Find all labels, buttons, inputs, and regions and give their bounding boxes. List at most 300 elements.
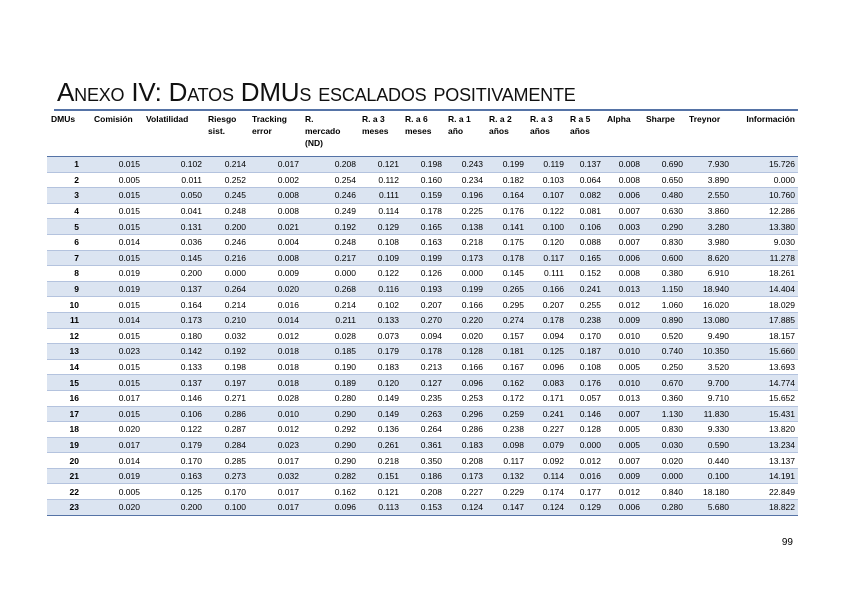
cell-riesgo-sist: 0.000: [205, 266, 249, 282]
cell-r-2-anos: 0.162: [486, 375, 527, 391]
cell-r-1-ano: 0.220: [445, 312, 486, 328]
cell-sharpe: 0.290: [643, 219, 686, 235]
table-row: [47, 297, 798, 313]
cell-r-1-ano: 0.253: [445, 390, 486, 406]
column-header-riesgo-sist: Riesgo sist.: [205, 110, 249, 157]
cell-r-5-anos: 0.152: [567, 266, 604, 282]
cell-riesgo-sist: 0.192: [205, 344, 249, 360]
table-row: [47, 375, 798, 391]
cell-r-2-anos: 0.172: [486, 390, 527, 406]
cell-comision: 0.015: [91, 157, 143, 173]
cell-riesgo-sist: 0.032: [205, 328, 249, 344]
cell-tracking-error: 0.009: [249, 266, 302, 282]
cell-r-6-meses: 0.263: [402, 406, 445, 422]
table-row: [47, 359, 798, 375]
cell-riesgo-sist: 0.214: [205, 157, 249, 173]
cell-r-3-anos: 0.107: [527, 188, 567, 204]
cell-volatilidad: 0.180: [143, 328, 205, 344]
cell-r-1-ano: 0.138: [445, 219, 486, 235]
table-row: [47, 157, 798, 173]
cell-r-3-anos: 0.178: [527, 312, 567, 328]
cell-comision: 0.015: [91, 328, 143, 344]
cell-sharpe: 0.650: [643, 172, 686, 188]
cell-comision: 0.015: [91, 375, 143, 391]
cell-informacion: 13.234: [732, 437, 798, 453]
cell-r-3-meses: 0.113: [359, 500, 402, 516]
cell-r-1-ano: 0.225: [445, 203, 486, 219]
cell-r-3-meses: 0.218: [359, 453, 402, 469]
cell-dmu: 8: [47, 266, 91, 282]
cell-r-3-anos: 0.096: [527, 359, 567, 375]
cell-r-6-meses: 0.178: [402, 203, 445, 219]
cell-r-mercado: 0.211: [302, 312, 359, 328]
cell-sharpe: 0.690: [643, 157, 686, 173]
cell-tracking-error: 0.014: [249, 312, 302, 328]
cell-dmu: 16: [47, 390, 91, 406]
cell-r-2-anos: 0.178: [486, 250, 527, 266]
cell-r-5-anos: 0.187: [567, 344, 604, 360]
column-header-dmus: DMUs: [47, 110, 91, 157]
cell-treynor: 18.180: [686, 484, 732, 500]
cell-r-1-ano: 0.173: [445, 468, 486, 484]
cell-dmu: 4: [47, 203, 91, 219]
cell-sharpe: 0.600: [643, 250, 686, 266]
cell-r-5-anos: 0.106: [567, 219, 604, 235]
cell-sharpe: 0.000: [643, 468, 686, 484]
cell-tracking-error: 0.017: [249, 484, 302, 500]
cell-dmu: 2: [47, 172, 91, 188]
cell-r-6-meses: 0.207: [402, 297, 445, 313]
cell-r-5-anos: 0.057: [567, 390, 604, 406]
cell-comision: 0.019: [91, 468, 143, 484]
column-header-volatilidad: Volatilidad: [143, 110, 205, 157]
table-row: [47, 188, 798, 204]
cell-informacion: 14.191: [732, 468, 798, 484]
cell-r-3-anos: 0.171: [527, 390, 567, 406]
cell-r-5-anos: 0.081: [567, 203, 604, 219]
cell-tracking-error: 0.028: [249, 390, 302, 406]
cell-r-3-anos: 0.125: [527, 344, 567, 360]
cell-r-2-anos: 0.259: [486, 406, 527, 422]
cell-r-mercado: 0.254: [302, 172, 359, 188]
cell-r-2-anos: 0.181: [486, 344, 527, 360]
cell-informacion: 13.693: [732, 359, 798, 375]
cell-r-mercado: 0.246: [302, 188, 359, 204]
cell-comision: 0.005: [91, 484, 143, 500]
cell-informacion: 13.380: [732, 219, 798, 235]
cell-comision: 0.015: [91, 359, 143, 375]
cell-dmu: 18: [47, 422, 91, 438]
cell-informacion: 18.157: [732, 328, 798, 344]
cell-alpha: 0.012: [604, 484, 643, 500]
cell-r-6-meses: 0.270: [402, 312, 445, 328]
cell-r-3-meses: 0.116: [359, 281, 402, 297]
cell-comision: 0.014: [91, 453, 143, 469]
cell-sharpe: 1.130: [643, 406, 686, 422]
cell-treynor: 8.620: [686, 250, 732, 266]
cell-r-1-ano: 0.124: [445, 500, 486, 516]
table-row: [47, 484, 798, 500]
cell-r-3-meses: 0.121: [359, 484, 402, 500]
cell-tracking-error: 0.008: [249, 250, 302, 266]
table-body: [47, 157, 798, 516]
cell-r-mercado: 0.282: [302, 468, 359, 484]
table-row: [47, 406, 798, 422]
cell-volatilidad: 0.122: [143, 422, 205, 438]
cell-r-6-meses: 0.153: [402, 500, 445, 516]
cell-dmu: 7: [47, 250, 91, 266]
cell-treynor: 9.330: [686, 422, 732, 438]
cell-comision: 0.019: [91, 266, 143, 282]
cell-sharpe: 0.630: [643, 203, 686, 219]
cell-volatilidad: 0.179: [143, 437, 205, 453]
cell-sharpe: 0.360: [643, 390, 686, 406]
cell-alpha: 0.013: [604, 390, 643, 406]
cell-r-2-anos: 0.175: [486, 234, 527, 250]
cell-sharpe: 0.840: [643, 484, 686, 500]
cell-sharpe: 0.280: [643, 500, 686, 516]
cell-r-mercado: 0.249: [302, 203, 359, 219]
cell-r-6-meses: 0.199: [402, 250, 445, 266]
cell-riesgo-sist: 0.100: [205, 500, 249, 516]
cell-r-3-anos: 0.114: [527, 468, 567, 484]
cell-comision: 0.015: [91, 219, 143, 235]
cell-volatilidad: 0.200: [143, 266, 205, 282]
cell-alpha: 0.010: [604, 344, 643, 360]
table-row: [47, 234, 798, 250]
cell-riesgo-sist: 0.252: [205, 172, 249, 188]
cell-r-mercado: 0.192: [302, 219, 359, 235]
cell-r-5-anos: 0.255: [567, 297, 604, 313]
cell-r-2-anos: 0.229: [486, 484, 527, 500]
cell-r-3-anos: 0.111: [527, 266, 567, 282]
cell-alpha: 0.007: [604, 453, 643, 469]
cell-r-1-ano: 0.196: [445, 188, 486, 204]
column-header-r-1-ano: R. a 1 año: [445, 110, 486, 157]
cell-r-3-meses: 0.133: [359, 312, 402, 328]
cell-r-2-anos: 0.132: [486, 468, 527, 484]
cell-r-6-meses: 0.127: [402, 375, 445, 391]
cell-riesgo-sist: 0.200: [205, 219, 249, 235]
cell-r-mercado: 0.185: [302, 344, 359, 360]
cell-dmu: 22: [47, 484, 91, 500]
cell-r-mercado: 0.280: [302, 390, 359, 406]
cell-r-3-anos: 0.174: [527, 484, 567, 500]
cell-volatilidad: 0.137: [143, 375, 205, 391]
cell-r-1-ano: 0.128: [445, 344, 486, 360]
cell-dmu: 23: [47, 500, 91, 516]
cell-dmu: 10: [47, 297, 91, 313]
cell-treynor: 7.930: [686, 157, 732, 173]
cell-r-mercado: 0.290: [302, 453, 359, 469]
cell-r-3-meses: 0.261: [359, 437, 402, 453]
cell-sharpe: 0.670: [643, 375, 686, 391]
cell-dmu: 15: [47, 375, 91, 391]
cell-r-6-meses: 0.159: [402, 188, 445, 204]
cell-r-2-anos: 0.164: [486, 188, 527, 204]
cell-informacion: 22.849: [732, 484, 798, 500]
cell-treynor: 2.550: [686, 188, 732, 204]
cell-comision: 0.014: [91, 312, 143, 328]
cell-treynor: 0.100: [686, 468, 732, 484]
cell-r-3-meses: 0.073: [359, 328, 402, 344]
cell-r-3-meses: 0.102: [359, 297, 402, 313]
cell-alpha: 0.006: [604, 188, 643, 204]
cell-alpha: 0.006: [604, 500, 643, 516]
cell-alpha: 0.007: [604, 203, 643, 219]
cell-r-6-meses: 0.126: [402, 266, 445, 282]
cell-r-6-meses: 0.264: [402, 422, 445, 438]
cell-r-3-anos: 0.124: [527, 500, 567, 516]
cell-comision: 0.020: [91, 500, 143, 516]
cell-volatilidad: 0.142: [143, 344, 205, 360]
cell-comision: 0.017: [91, 437, 143, 453]
cell-informacion: 18.822: [732, 500, 798, 516]
cell-dmu: 21: [47, 468, 91, 484]
table-row: [47, 468, 798, 484]
cell-r-3-meses: 0.136: [359, 422, 402, 438]
cell-volatilidad: 0.137: [143, 281, 205, 297]
cell-r-mercado: 0.162: [302, 484, 359, 500]
cell-tracking-error: 0.018: [249, 359, 302, 375]
cell-treynor: 13.080: [686, 312, 732, 328]
table-row: [47, 422, 798, 438]
cell-r-3-meses: 0.114: [359, 203, 402, 219]
cell-r-1-ano: 0.199: [445, 281, 486, 297]
cell-alpha: 0.009: [604, 312, 643, 328]
cell-r-5-anos: 0.000: [567, 437, 604, 453]
cell-r-3-anos: 0.120: [527, 234, 567, 250]
cell-comision: 0.005: [91, 172, 143, 188]
cell-sharpe: 0.830: [643, 234, 686, 250]
cell-r-6-meses: 0.178: [402, 344, 445, 360]
dmu-data-table: [47, 110, 798, 516]
cell-r-5-anos: 0.238: [567, 312, 604, 328]
cell-dmu: 17: [47, 406, 91, 422]
cell-r-5-anos: 0.129: [567, 500, 604, 516]
cell-comision: 0.020: [91, 422, 143, 438]
cell-riesgo-sist: 0.216: [205, 250, 249, 266]
cell-treynor: 11.830: [686, 406, 732, 422]
cell-tracking-error: 0.018: [249, 344, 302, 360]
cell-r-3-meses: 0.120: [359, 375, 402, 391]
cell-r-3-meses: 0.151: [359, 468, 402, 484]
cell-r-5-anos: 0.016: [567, 468, 604, 484]
cell-volatilidad: 0.102: [143, 157, 205, 173]
cell-comision: 0.015: [91, 406, 143, 422]
cell-treynor: 6.910: [686, 266, 732, 282]
cell-treynor: 3.980: [686, 234, 732, 250]
cell-r-1-ano: 0.286: [445, 422, 486, 438]
cell-r-6-meses: 0.186: [402, 468, 445, 484]
cell-sharpe: 0.740: [643, 344, 686, 360]
cell-r-6-meses: 0.235: [402, 390, 445, 406]
cell-r-3-meses: 0.122: [359, 266, 402, 282]
cell-alpha: 0.003: [604, 219, 643, 235]
table-row: [47, 453, 798, 469]
cell-riesgo-sist: 0.245: [205, 188, 249, 204]
cell-r-3-meses: 0.108: [359, 234, 402, 250]
column-header-treynor: Treynor: [686, 110, 732, 157]
cell-tracking-error: 0.012: [249, 422, 302, 438]
cell-r-6-meses: 0.160: [402, 172, 445, 188]
cell-r-1-ano: 0.234: [445, 172, 486, 188]
cell-dmu: 19: [47, 437, 91, 453]
cell-informacion: 13.137: [732, 453, 798, 469]
cell-treynor: 3.280: [686, 219, 732, 235]
cell-r-5-anos: 0.128: [567, 422, 604, 438]
cell-sharpe: 0.480: [643, 188, 686, 204]
column-header-r-2-anos: R. a 2 años: [486, 110, 527, 157]
cell-r-1-ano: 0.218: [445, 234, 486, 250]
cell-riesgo-sist: 0.248: [205, 203, 249, 219]
cell-r-mercado: 0.096: [302, 500, 359, 516]
cell-volatilidad: 0.041: [143, 203, 205, 219]
cell-informacion: 12.286: [732, 203, 798, 219]
cell-alpha: 0.008: [604, 172, 643, 188]
cell-r-mercado: 0.290: [302, 437, 359, 453]
cell-dmu: 12: [47, 328, 91, 344]
cell-volatilidad: 0.133: [143, 359, 205, 375]
cell-r-1-ano: 0.000: [445, 266, 486, 282]
cell-alpha: 0.009: [604, 468, 643, 484]
cell-riesgo-sist: 0.246: [205, 234, 249, 250]
cell-comision: 0.017: [91, 390, 143, 406]
cell-r-6-meses: 0.213: [402, 359, 445, 375]
cell-volatilidad: 0.131: [143, 219, 205, 235]
cell-r-6-meses: 0.350: [402, 453, 445, 469]
cell-tracking-error: 0.018: [249, 375, 302, 391]
cell-r-2-anos: 0.147: [486, 500, 527, 516]
cell-r-3-meses: 0.112: [359, 172, 402, 188]
cell-tracking-error: 0.004: [249, 234, 302, 250]
cell-informacion: 18.261: [732, 266, 798, 282]
cell-volatilidad: 0.164: [143, 297, 205, 313]
cell-r-5-anos: 0.176: [567, 375, 604, 391]
cell-treynor: 3.890: [686, 172, 732, 188]
cell-r-3-meses: 0.183: [359, 359, 402, 375]
cell-r-3-meses: 0.179: [359, 344, 402, 360]
table-row: [47, 172, 798, 188]
cell-riesgo-sist: 0.271: [205, 390, 249, 406]
table-row: [47, 266, 798, 282]
cell-alpha: 0.010: [604, 375, 643, 391]
cell-dmu: 20: [47, 453, 91, 469]
cell-volatilidad: 0.050: [143, 188, 205, 204]
column-header-alpha: Alpha: [604, 110, 643, 157]
cell-r-2-anos: 0.098: [486, 437, 527, 453]
column-header-r-mercado: R. mercado (ND): [302, 110, 359, 157]
cell-riesgo-sist: 0.285: [205, 453, 249, 469]
cell-comision: 0.014: [91, 234, 143, 250]
cell-r-5-anos: 0.165: [567, 250, 604, 266]
page-title: Anexo IV: Datos DMUs escalados positivamente: [57, 77, 576, 107]
cell-informacion: 14.404: [732, 281, 798, 297]
cell-treynor: 3.860: [686, 203, 732, 219]
cell-informacion: 10.760: [732, 188, 798, 204]
cell-r-2-anos: 0.199: [486, 157, 527, 173]
cell-comision: 0.015: [91, 250, 143, 266]
cell-r-6-meses: 0.165: [402, 219, 445, 235]
cell-r-1-ano: 0.166: [445, 297, 486, 313]
cell-dmu: 3: [47, 188, 91, 204]
cell-dmu: 14: [47, 359, 91, 375]
cell-r-2-anos: 0.145: [486, 266, 527, 282]
cell-r-mercado: 0.290: [302, 406, 359, 422]
cell-informacion: 15.652: [732, 390, 798, 406]
cell-r-6-meses: 0.094: [402, 328, 445, 344]
column-header-comision: Comisión: [91, 110, 143, 157]
table-row: [47, 344, 798, 360]
cell-riesgo-sist: 0.198: [205, 359, 249, 375]
cell-r-mercado: 0.248: [302, 234, 359, 250]
cell-r-5-anos: 0.082: [567, 188, 604, 204]
cell-volatilidad: 0.200: [143, 500, 205, 516]
cell-r-1-ano: 0.227: [445, 484, 486, 500]
cell-r-5-anos: 0.146: [567, 406, 604, 422]
table-row: [47, 437, 798, 453]
cell-comision: 0.023: [91, 344, 143, 360]
cell-tracking-error: 0.012: [249, 328, 302, 344]
cell-alpha: 0.008: [604, 266, 643, 282]
cell-sharpe: 0.030: [643, 437, 686, 453]
cell-tracking-error: 0.032: [249, 468, 302, 484]
cell-r-6-meses: 0.361: [402, 437, 445, 453]
cell-riesgo-sist: 0.284: [205, 437, 249, 453]
column-header-r-5-anos: R a 5 años: [567, 110, 604, 157]
cell-informacion: 0.000: [732, 172, 798, 188]
cell-volatilidad: 0.106: [143, 406, 205, 422]
cell-r-2-anos: 0.295: [486, 297, 527, 313]
cell-comision: 0.015: [91, 297, 143, 313]
cell-informacion: 14.774: [732, 375, 798, 391]
cell-alpha: 0.007: [604, 234, 643, 250]
cell-tracking-error: 0.016: [249, 297, 302, 313]
cell-r-2-anos: 0.265: [486, 281, 527, 297]
cell-volatilidad: 0.011: [143, 172, 205, 188]
cell-r-mercado: 0.189: [302, 375, 359, 391]
cell-tracking-error: 0.008: [249, 188, 302, 204]
cell-r-3-meses: 0.111: [359, 188, 402, 204]
cell-r-mercado: 0.214: [302, 297, 359, 313]
cell-volatilidad: 0.173: [143, 312, 205, 328]
column-header-informacion: Información: [732, 110, 798, 157]
cell-r-mercado: 0.000: [302, 266, 359, 282]
cell-riesgo-sist: 0.286: [205, 406, 249, 422]
cell-informacion: 15.726: [732, 157, 798, 173]
cell-r-mercado: 0.292: [302, 422, 359, 438]
cell-r-3-anos: 0.103: [527, 172, 567, 188]
cell-riesgo-sist: 0.287: [205, 422, 249, 438]
table-header-row: [47, 110, 798, 157]
cell-informacion: 9.030: [732, 234, 798, 250]
cell-alpha: 0.005: [604, 359, 643, 375]
table-row: [47, 250, 798, 266]
cell-r-2-anos: 0.157: [486, 328, 527, 344]
cell-r-5-anos: 0.012: [567, 453, 604, 469]
cell-dmu: 5: [47, 219, 91, 235]
table-row: [47, 312, 798, 328]
cell-tracking-error: 0.010: [249, 406, 302, 422]
cell-treynor: 10.350: [686, 344, 732, 360]
cell-r-1-ano: 0.166: [445, 359, 486, 375]
column-header-r-3-anos: R. a 3 años: [527, 110, 567, 157]
column-header-r-6-meses: R. a 6 meses: [402, 110, 445, 157]
cell-treynor: 0.590: [686, 437, 732, 453]
column-header-r-3-meses: R. a 3 meses: [359, 110, 402, 157]
column-header-tracking-error: Tracking error: [249, 110, 302, 157]
cell-volatilidad: 0.125: [143, 484, 205, 500]
